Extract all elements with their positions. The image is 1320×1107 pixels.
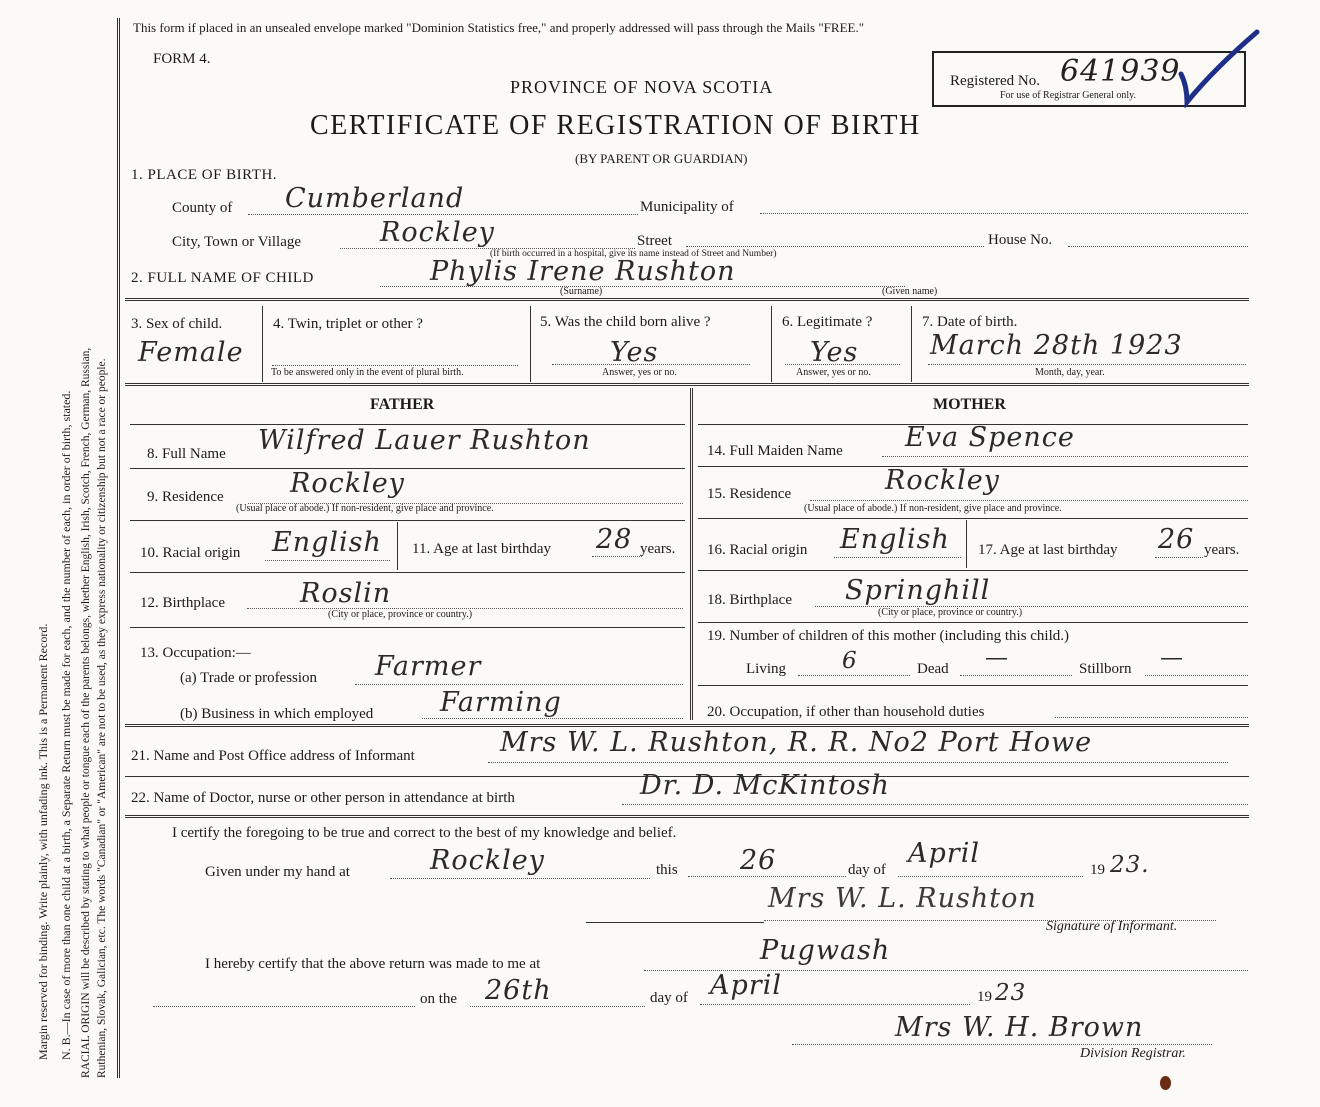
dob-note: Month, day, year. [1035,367,1105,378]
registrar-statement: I hereby certify that the above return was made to me at [205,956,541,972]
father-name-value: Wilfred Lauer Rushton [258,425,591,456]
father-trade-label: (a) Trade or profession [180,670,318,686]
living-label: Living [746,661,786,677]
registrar-signature-label: Division Registrar. [1080,1046,1186,1061]
checkmark-icon [1175,28,1265,108]
registrar-signature: Mrs W. H. Brown [895,1012,1144,1043]
stillborn-value: — [1160,645,1184,671]
dead-value: — [985,645,1009,671]
place-heading: 1. PLACE OF BIRTH. [131,167,278,183]
margin-note-4: Ruthenian, Slovak, Galician, etc. The words "Canadian" or "American" are not to be used, as they express nationality or citizenship but not a race or people. [96,358,108,1078]
alive-value: Yes [610,337,659,368]
page-title: CERTIFICATE OF REGISTRATION OF BIRTH [310,110,921,141]
stillborn-label: Stillborn [1079,661,1132,677]
legit-note: Answer, yes or no. [796,367,871,378]
margin-note-3: RACIAL ORIGIN will be described by stating to what people or tongue each of the parents belongs, whether English, Irish, Scotch, French, German, Russian, [80,347,92,1078]
father-trade-value: Farmer [375,651,482,682]
on-the-label: on the [420,991,458,1007]
father-birthplace-label: 12. Birthplace [140,595,225,611]
ink-blot [1160,1076,1171,1090]
mother-race-label: 16. Racial origin [707,542,808,558]
alive-note: Answer, yes or no. [602,367,677,378]
surname-note: (Surname) [560,286,603,297]
mother-residence-note: (Usual place of abode.) If non-resident, give place and province. [804,503,1062,514]
father-age-years: years. [640,541,676,557]
legit-label: 6. Legitimate ? [782,314,873,330]
mail-note: This form if placed in an unsealed envelope marked "Dominion Statistics free," and properly addressed will pass through the Mails "FREE." [133,20,865,35]
registered-label: Registered No. [950,73,1040,89]
father-residence-note: (Usual place of abode.) If non-resident, give place and province. [236,503,494,514]
father-age-label: 11. Age at last birthday [412,541,551,557]
father-birthplace-value: Roslin [300,578,392,609]
subtitle: (BY PARENT OR GUARDIAN) [575,151,748,166]
margin-rule [117,18,120,1078]
informant-label: 21. Name and Post Office address of Informant [131,748,415,764]
street-label: Street [637,233,672,249]
twin-note: To be answered only in the event of plural birth. [271,367,464,378]
legit-value: Yes [810,337,859,368]
city-label: City, Town or Village [172,234,302,250]
mother-occupation-label: 20. Occupation, if other than household duties [707,704,985,720]
father-birthplace-note: (City or place, province or country.) [328,609,473,620]
form-number: FORM 4. [153,51,211,67]
registrar-place-value: Pugwash [760,935,891,966]
margin-note-2: N. B.—In case of more than one child at a birth, a Separate Return must be made for each, and the number of each, in order of birth, stated. [59,390,73,1060]
father-race-label: 10. Racial origin [140,545,241,561]
father-age-value: 28 [596,524,633,555]
certify-year-prefix: 19 [1090,862,1105,878]
child-name-label: 2. FULL NAME OF CHILD [131,270,314,286]
given-name-note: (Given name) [882,286,938,297]
dob-label: 7. Date of birth. [922,314,1018,330]
house-label: House No. [988,232,1053,248]
registrar-year-prefix: 19 [977,989,992,1005]
child-name-value: Phylis Irene Rushton [430,256,736,287]
living-value: 6 [842,648,858,674]
mother-race-value: English [840,524,950,555]
sex-value: Female [138,337,244,368]
dob-value: March 28th 1923 [930,330,1183,361]
mother-birthplace-note: (City or place, province or country.) [878,607,1023,618]
doctor-label: 22. Name of Doctor, nurse or other person in attendance at birth [131,790,515,806]
father-occupation-label: 13. Occupation:— [140,645,251,661]
father-heading: FATHER [370,396,435,413]
certify-year-value: 23. [1110,852,1150,878]
informant-value: Mrs W. L. Rushton, R. R. No2 Port Howe [500,727,1093,758]
certify-place-value: Rockley [430,845,545,876]
father-race-value: English [272,527,382,558]
mother-age-value: 26 [1158,524,1195,555]
municipality-label: Municipality of [640,199,734,215]
mother-residence-value: Rockley [885,465,1000,496]
father-business-label: (b) Business in which employed [180,706,374,722]
registrar-month-value: April [710,970,782,1001]
alive-label: 5. Was the child born alive ? [540,314,711,330]
father-name-label: 8. Full Name [147,446,226,462]
certify-statement: I certify the foregoing to be true and correct to the best of my knowledge and belief. [172,825,677,841]
county-value: Cumberland [285,183,465,214]
mother-age-years: years. [1204,542,1240,558]
informant-signature: Mrs W. L. Rushton [768,883,1037,914]
mother-name-label: 14. Full Maiden Name [707,443,843,459]
margin-note-1: Margin reserved for binding. Write plainly, with unfading ink. This is a Permanent Record. [36,623,50,1060]
registrar-day-of-label: day of [650,990,688,1006]
registrar-note: For use of Registrar General only. [1000,90,1136,101]
mother-age-label: 17. Age at last birthday [978,542,1118,558]
province-title: PROVINCE OF NOVA SCOTIA [510,77,774,97]
certify-day-of-label: day of [848,862,886,878]
twin-label: 4. Twin, triplet or other ? [273,316,423,332]
father-business-value: Farming [440,687,562,718]
registrar-year-value: 23 [995,980,1027,1006]
certify-day-value: 26 [740,845,777,876]
city-value: Rockley [380,217,495,248]
mother-residence-label: 15. Residence [707,486,792,502]
registered-number: 641939 [1060,54,1181,89]
father-residence-label: 9. Residence [147,489,224,505]
father-residence-value: Rockley [290,468,405,499]
mother-birthplace-value: Springhill [845,575,991,606]
dead-label: Dead [917,661,949,677]
mother-name-value: Eva Spence [905,422,1075,453]
mother-children-label: 19. Number of children of this mother (including this child.) [707,628,1070,644]
hospital-note: (If birth occurred in a hospital, give its name instead of Street and Number) [490,249,777,259]
registrar-day-value: 26th [485,975,552,1006]
given-label: Given under my hand at [205,864,350,880]
sex-label: 3. Sex of child. [131,316,223,332]
mother-heading: MOTHER [933,396,1006,413]
county-label: County of [172,200,233,216]
informant-signature-label: Signature of Informant. [1046,919,1178,934]
this-label: this [656,862,678,878]
mother-birthplace-label: 18. Birthplace [707,592,792,608]
certify-month-value: April [908,838,980,869]
doctor-value: Dr. D. McKintosh [640,770,890,801]
